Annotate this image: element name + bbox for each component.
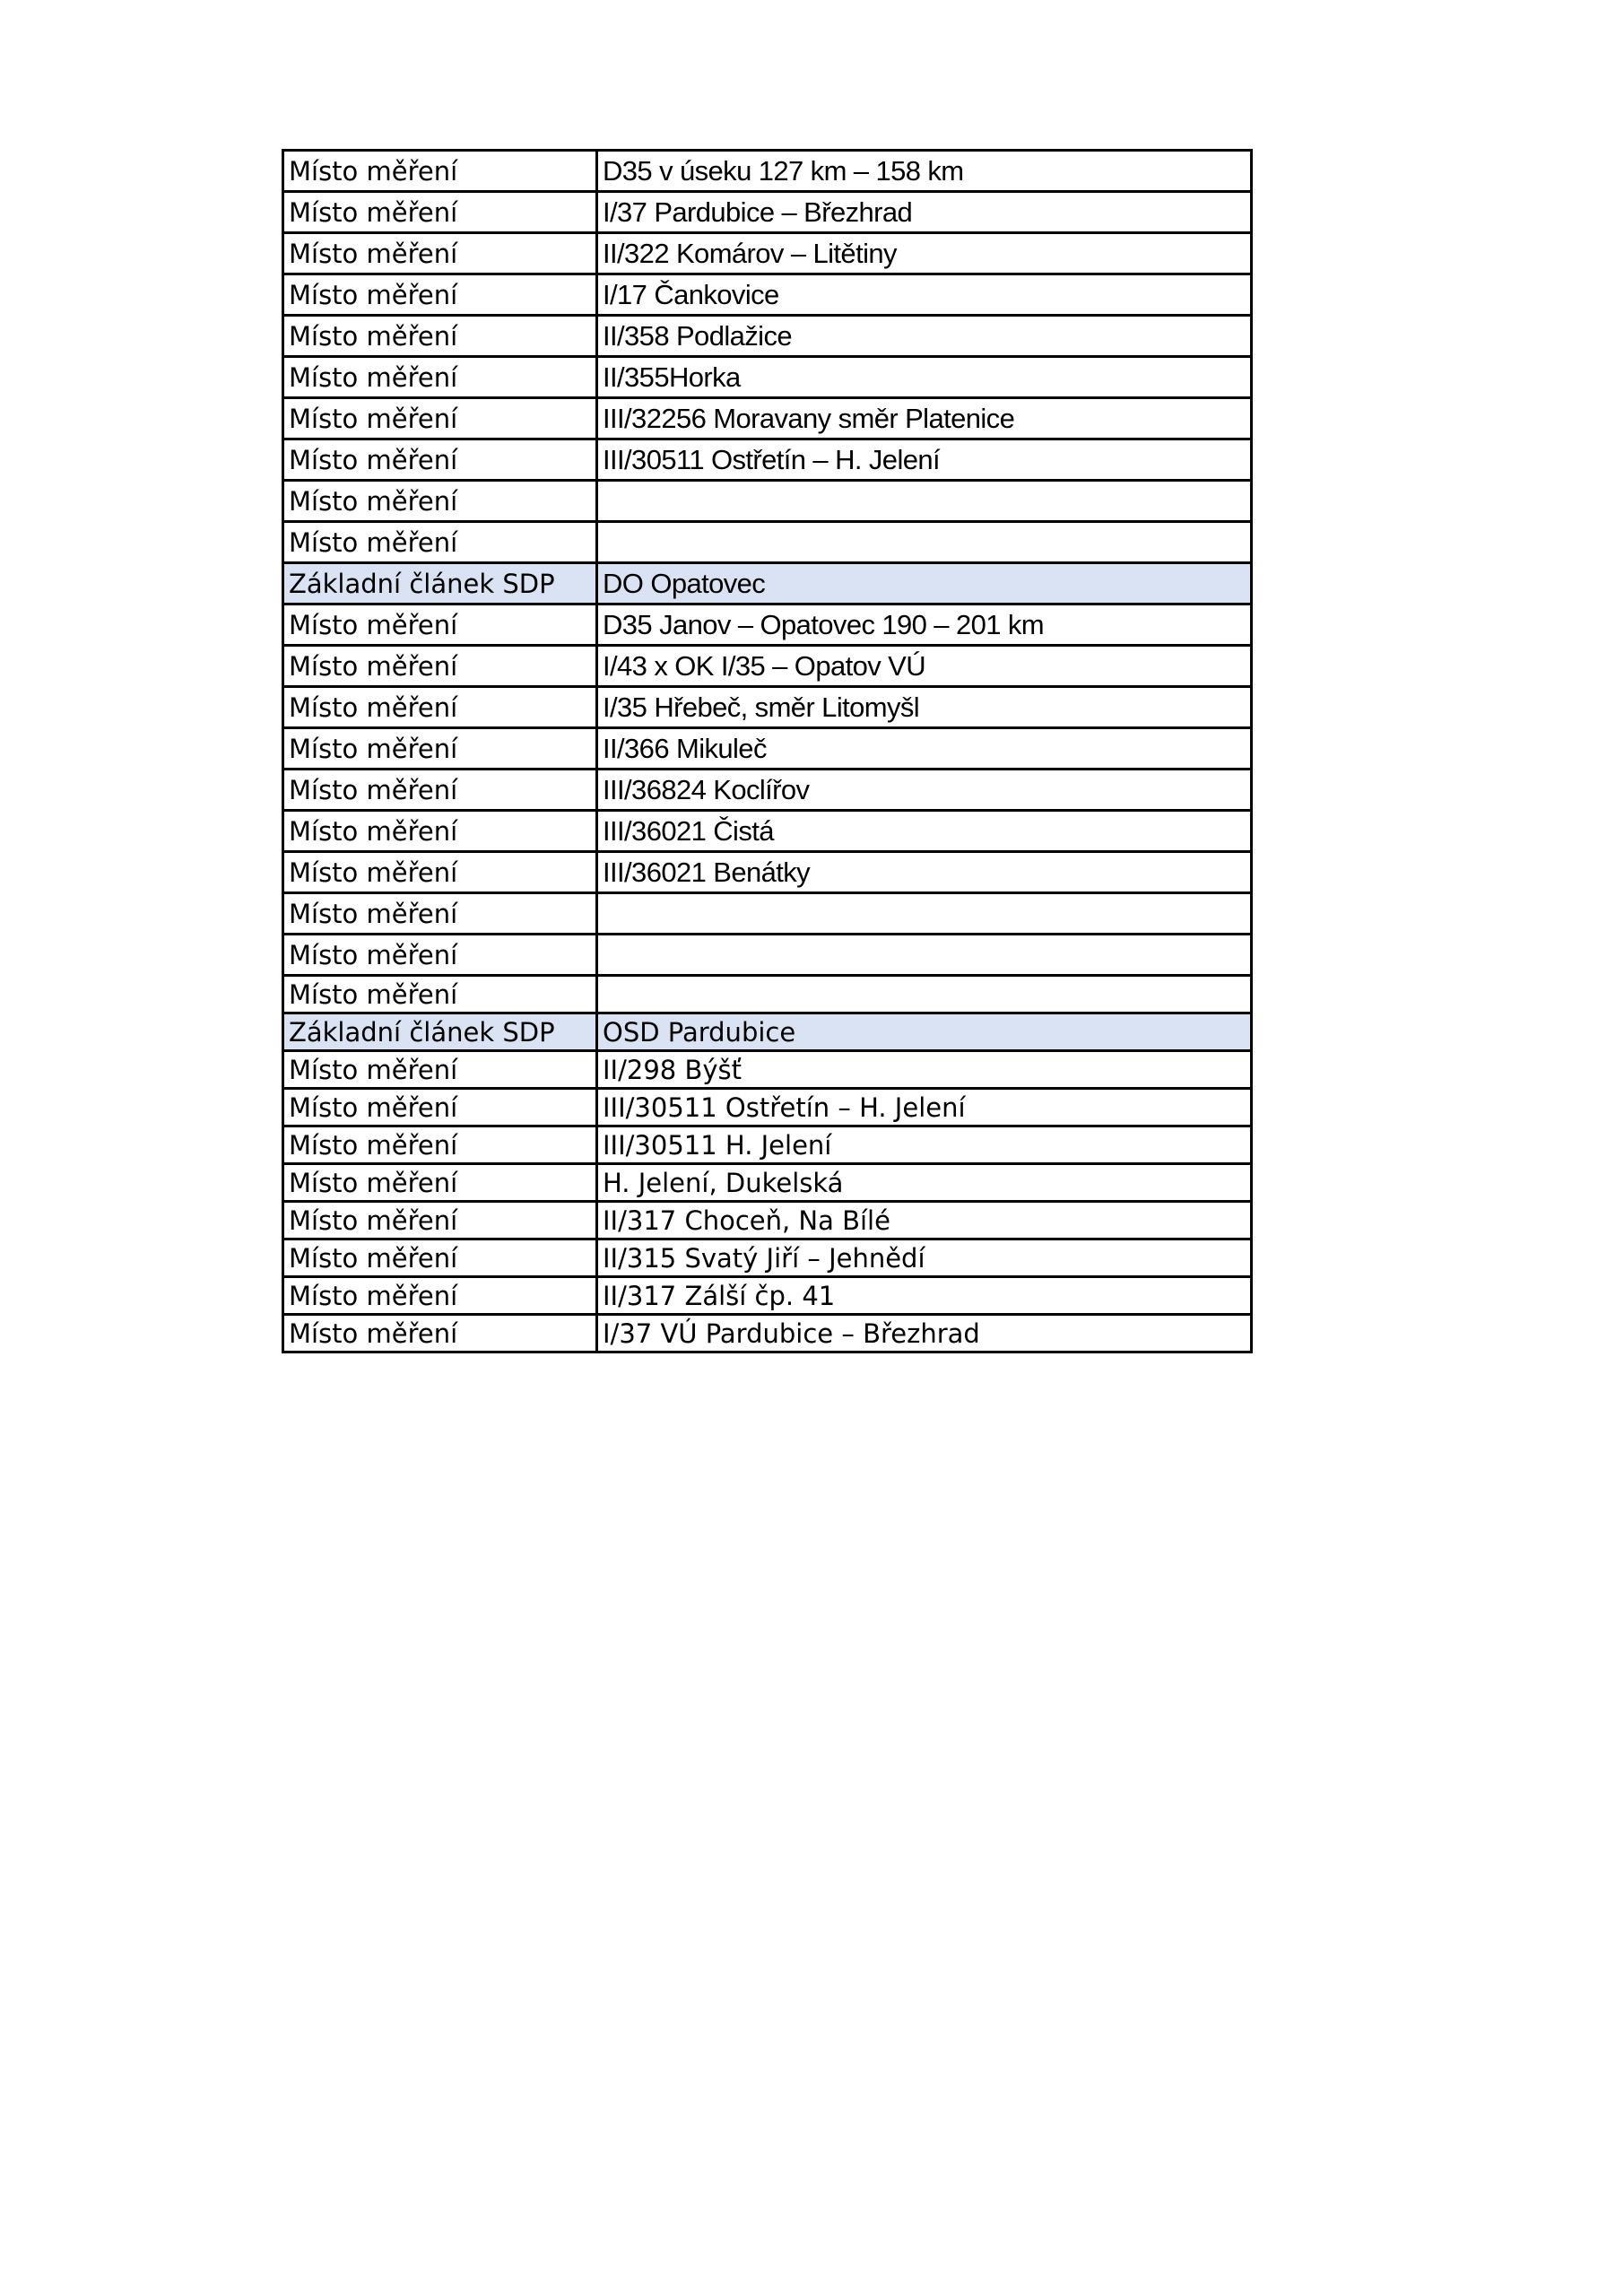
row-label-cell: Místo měření [283, 646, 597, 687]
table-row [283, 728, 1252, 770]
location-cell: II/317 Choceň, Na Bílé [597, 1202, 1252, 1239]
row-label-cell: Místo měření [283, 1164, 597, 1202]
table-row [283, 811, 1252, 852]
section-label-cell: Základní článek SDP [283, 563, 597, 604]
location-cell: I/43 x OK I/35 – Opatov VÚ [597, 646, 1252, 687]
table-row [283, 274, 1252, 316]
table-row [283, 1315, 1252, 1352]
table-row [283, 976, 1252, 1013]
table-row [283, 481, 1252, 522]
location-cell: III/30511 Ostřetín – H. Jelení [597, 439, 1252, 481]
row-label-cell: Místo měření [283, 1051, 597, 1089]
location-cell [597, 481, 1252, 522]
location-cell [597, 522, 1252, 563]
table-row [283, 893, 1252, 935]
location-cell: II/358 Podlažice [597, 316, 1252, 357]
location-cell: I/35 Hřebeč, směr Litomyšl [597, 687, 1252, 728]
section-name-cell: DO Opatovec [597, 563, 1252, 604]
location-cell: I/17 Čankovice [597, 274, 1252, 316]
location-cell: II/315 Svatý Jiří – Jehnědí [597, 1239, 1252, 1277]
table-row [283, 687, 1252, 728]
table-row [283, 522, 1252, 563]
location-cell: III/30511 H. Jelení [597, 1126, 1252, 1164]
table-row [283, 1089, 1252, 1126]
row-label-cell: Místo měření [283, 687, 597, 728]
location-cell: I/37 Pardubice – Březhrad [597, 192, 1252, 233]
measurement-table [282, 149, 1253, 1353]
row-label-cell: Místo měření [283, 770, 597, 811]
row-label-cell: Místo měření [283, 728, 597, 770]
row-label-cell: Místo měření [283, 481, 597, 522]
location-cell: II/366 Mikuleč [597, 728, 1252, 770]
row-label-cell: Místo měření [283, 439, 597, 481]
row-label-cell: Místo měření [283, 1126, 597, 1164]
location-cell: II/322 Komárov – Litětiny [597, 233, 1252, 274]
table-row [283, 1126, 1252, 1164]
table-row [283, 151, 1252, 192]
table-row [283, 1239, 1252, 1277]
table-row [283, 935, 1252, 976]
location-cell [597, 935, 1252, 976]
row-label-cell: Místo měření [283, 522, 597, 563]
location-cell [597, 976, 1252, 1013]
table-row [283, 316, 1252, 357]
row-label-cell: Místo měření [283, 192, 597, 233]
section-header-row [283, 1013, 1252, 1051]
location-cell: H. Jelení, Dukelská [597, 1164, 1252, 1202]
row-label-cell: Místo měření [283, 1202, 597, 1239]
row-label-cell: Místo měření [283, 1277, 597, 1315]
row-label-cell: Místo měření [283, 1239, 597, 1277]
location-cell: III/36021 Čistá [597, 811, 1252, 852]
section-header-row [283, 563, 1252, 604]
row-label-cell: Místo měření [283, 935, 597, 976]
row-label-cell: Místo měření [283, 274, 597, 316]
location-cell: III/30511 Ostřetín – H. Jelení [597, 1089, 1252, 1126]
row-label-cell: Místo měření [283, 316, 597, 357]
row-label-cell: Místo měření [283, 1315, 597, 1352]
row-label-cell: Místo měření [283, 811, 597, 852]
table-row [283, 1051, 1252, 1089]
row-label-cell: Místo měření [283, 976, 597, 1013]
table-row [283, 852, 1252, 893]
row-label-cell: Místo měření [283, 604, 597, 646]
table-row [283, 770, 1252, 811]
table-row [283, 439, 1252, 481]
location-cell: II/355Horka [597, 357, 1252, 398]
row-label-cell: Místo měření [283, 151, 597, 192]
location-cell: III/36021 Benátky [597, 852, 1252, 893]
section-name-cell: OSD Pardubice [597, 1013, 1252, 1051]
location-cell: III/32256 Moravany směr Platenice [597, 398, 1252, 439]
row-label-cell: Místo měření [283, 398, 597, 439]
row-label-cell: Místo měření [283, 893, 597, 935]
location-cell: D35 v úseku 127 km – 158 km [597, 151, 1252, 192]
table-row [283, 1164, 1252, 1202]
row-label-cell: Místo měření [283, 852, 597, 893]
table-row [283, 1202, 1252, 1239]
table-row [283, 233, 1252, 274]
location-cell: III/36824 Koclířov [597, 770, 1252, 811]
section-label-cell: Základní článek SDP [283, 1013, 597, 1051]
row-label-cell: Místo měření [283, 1089, 597, 1126]
table-row [283, 646, 1252, 687]
location-cell: D35 Janov – Opatovec 190 – 201 km [597, 604, 1252, 646]
location-cell [597, 893, 1252, 935]
table-row [283, 192, 1252, 233]
row-label-cell: Místo měření [283, 357, 597, 398]
table-row [283, 357, 1252, 398]
measurement-table-body [283, 151, 1252, 1352]
table-row [283, 604, 1252, 646]
table-row [283, 1277, 1252, 1315]
location-cell: I/37 VÚ Pardubice – Březhrad [597, 1315, 1252, 1352]
location-cell: II/317 Zálší čp. 41 [597, 1277, 1252, 1315]
row-label-cell: Místo měření [283, 233, 597, 274]
table-row [283, 398, 1252, 439]
location-cell: II/298 Býšť [597, 1051, 1252, 1089]
